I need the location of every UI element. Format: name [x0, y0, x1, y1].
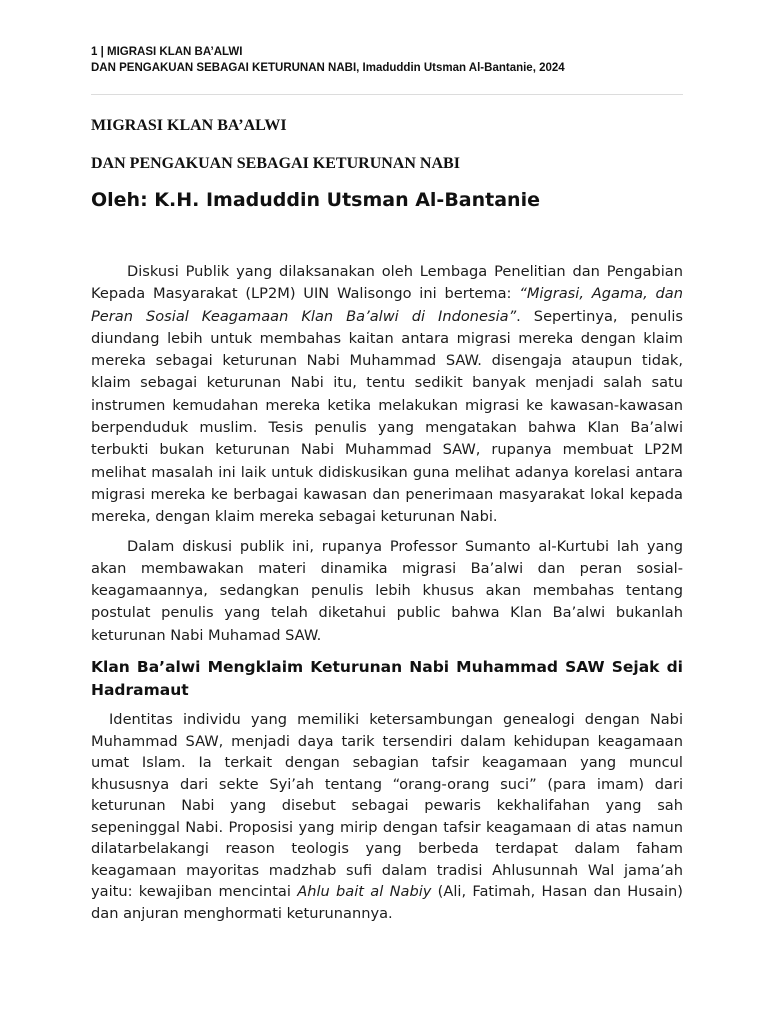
- text-segment: (Ali, Fatimah, Hasan dan Husain) dan anjuran menghormati keturunannya.: [91, 883, 683, 922]
- paragraph-identity-genealogy: [91, 709, 683, 924]
- italic-text-segment: Ahlu bait al Nabiy: [297, 883, 432, 901]
- italic-text-segment: “Migrasi, Agama, dan Peran Sosial Keagamaan Klan Ba’alwi di Indonesia”: [91, 285, 683, 325]
- document-title-line2: DAN PENGAKUAN SEBAGAI KETURUNAN NABI: [91, 155, 460, 172]
- section-heading-hadramaut: Klan Ba’alwi Mengklaim Keturunan Nabi Muhammad SAW Sejak di Hadramaut: [91, 658, 683, 699]
- text-segment: Identitas individu yang memiliki ketersambungan genealogi dengan Nabi Muhammad SAW, menjadi daya tarik tersendiri dalam kehidupan keagamaan umat Islam. Ia terkait dengan sebagian tafsir keagamaan yang muncul khususnya dari sekte Syi’ah tentang “orang-orang suci” (para imam) dari keturunan Nabi yang disebut sebagai pewaris kekhalifahan yang sah sepeninggal Nabi. Proposisi yang mirip dengan tafsir keagamaan di atas namun dilatarbelakangi reason teologis yang berbeda terdapat dalam faham keagamaan mayoritas madzhab sufi dalam tradisi Ahlusunnah Wal jama’ah yaitu: kewajiban mencintai: [91, 711, 683, 901]
- running-header: [91, 44, 683, 76]
- header-divider: [91, 94, 683, 95]
- text-segment: Dalam diskusi publik ini, rupanya Professor Sumanto al-Kurtubi lah yang akan membawakan materi dinamika migrasi Ba’alwi dan peran sosial-keagamaannya, sedangkan penulis lebih khusus akan membahas tentang postulat penulis yang telah diketahui public bahwa Klan Ba’alwi bukanlah keturunan Nabi Muhamad SAW.: [91, 537, 683, 644]
- running-header-line1: 1 | MIGRASI KLAN BA’ALWI: [91, 46, 243, 58]
- paragraph-speakers: [91, 536, 683, 647]
- running-header-line2: DAN PENGAKUAN SEBAGAI KETURUNAN NABI, Imaduddin Utsman Al-Bantanie, 2024: [91, 62, 565, 74]
- text-segment: . Sepertinya, penulis diundang lebih untuk membahas kaitan antara migrasi mereka dengan klaim mereka sebagai keturunan Nabi Muhammad SAW. disengaja ataupun tidak, klaim sebagai keturunan Nabi itu, tentu sedikit banyak menjadi salah satu instrumen kemudahan mereka ketika melakukan migrasi ke kawasan-kawasan berpenduduk muslim. Tesis penulis yang mengatakan bahwa Klan Ba’alwi terbukti bukan keturunan Nabi Muhammad SAW, rupanya membuat LP2M melihat masalah ini laik untuk didiskusikan guna melihat adanya korelasi antara migrasi mereka ke berbagai kawasan dan penerimaan masyarakat lokal kepada mereka, dengan klaim mereka sebagai keturunan Nabi.: [91, 307, 683, 526]
- text-segment: Diskusi Publik yang dilaksanakan oleh Lembaga Penelitian dan Pengabian Kepada Masyarakat (LP2M) UIN Walisongo ini bertema:: [91, 263, 683, 303]
- author-byline: Oleh: K.H. Imaduddin Utsman Al-Bantanie: [91, 189, 540, 211]
- paragraph-discussion-intro: [91, 261, 683, 529]
- document-title-line1: MIGRASI KLAN BA’ALWI: [91, 117, 287, 134]
